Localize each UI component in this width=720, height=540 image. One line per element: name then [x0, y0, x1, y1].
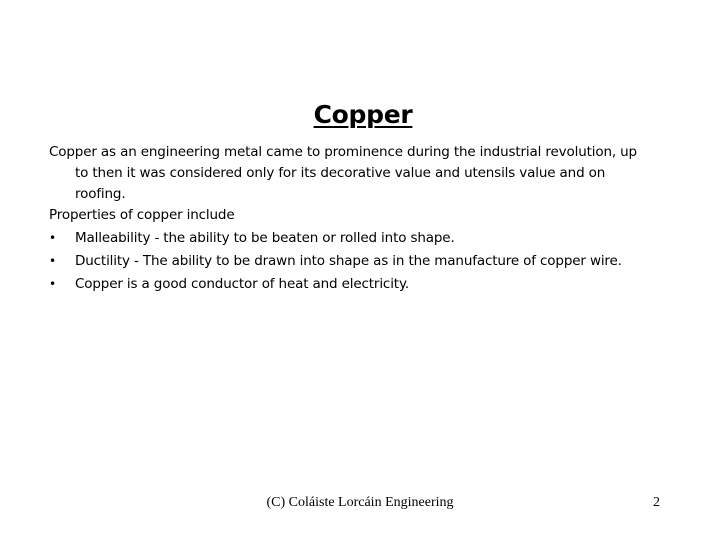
slide-title — [0, 100, 720, 129]
list-item — [49, 274, 649, 295]
bullet-icon: • — [49, 254, 56, 268]
bullet-icon: • — [49, 277, 56, 291]
list-item-text: Ductility - The ability to be drawn into shape as in the manufacture of copper wire. — [75, 253, 622, 269]
properties-heading: Properties of copper include — [49, 207, 235, 223]
list-item-text: Malleability - the ability to be beaten or rolled into shape. — [75, 230, 455, 246]
list-item — [49, 251, 649, 272]
bullet-icon: • — [49, 231, 56, 245]
slide-body — [49, 142, 649, 297]
list-item-text: Copper is a good conductor of heat and electricity. — [75, 276, 410, 292]
list-item — [49, 228, 649, 249]
page-number: 2 — [653, 495, 660, 510]
intro-paragraph: Copper as an engineering metal came to prominence during the industrial revolution, up to then it was considered only for its decorative value and utensils value and on roofing. — [49, 144, 637, 202]
footer-text: (C) Coláiste Lorcáin Engineering — [266, 495, 454, 510]
properties-list — [49, 228, 649, 295]
slide-title-text: Copper — [313, 100, 413, 129]
